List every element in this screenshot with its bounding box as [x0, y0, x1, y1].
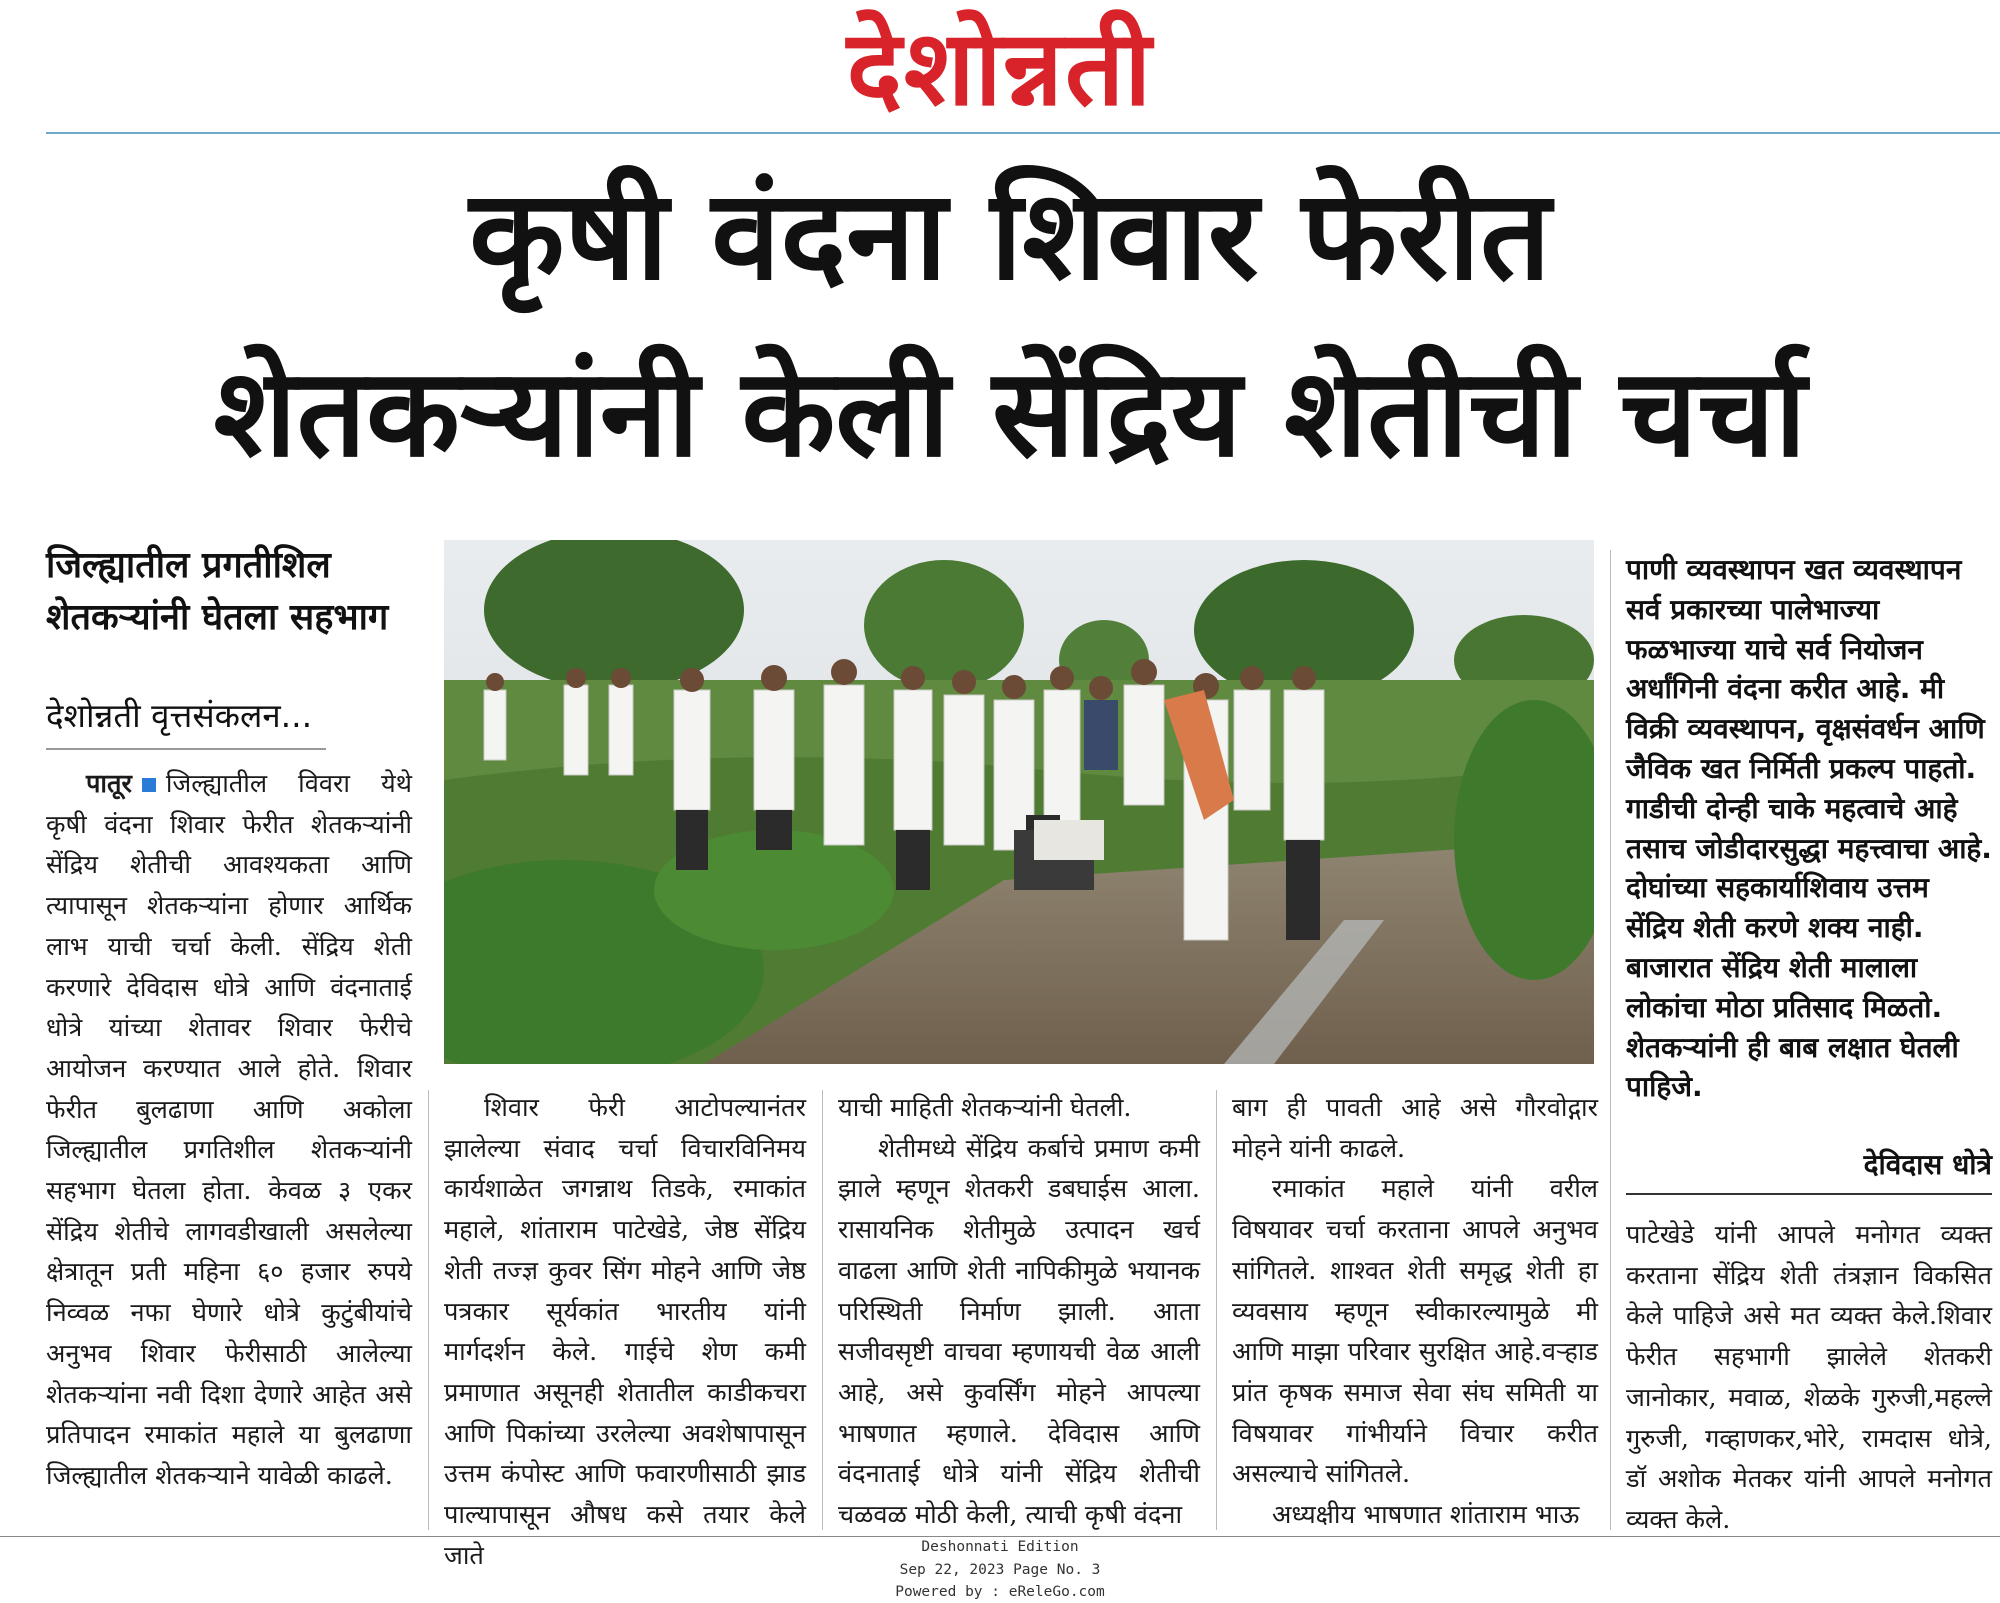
byline: देशोन्नती वृत्तसंकलन... [46, 696, 313, 735]
column-divider [1610, 550, 1611, 1530]
article-column-4 [1232, 1087, 1598, 1535]
column-2-text: शिवार फेरी आटोपल्यानंतर झालेल्या संवाद चर्चा विचारविनिमय कार्यशाळेत जगन्नाथ तिडके, रमाकांत महाले, शांताराम पाटेखेडे, जेष्ठ सेंद्रिय शेती तज्ज्ञ कुवर सिंग मोहने आणि जेष्ठ पत्रकार सूर्यकांत भारतीय यांनी मार्गदर्शन केले. गाईचे शेण कमी प्रमाणात असूनही शेतातील काडीकचरा आणि पिकांच्या उरलेल्या अवशेषापासून उत्तम कंपोस्ट आणि फवारणीसाठी झाड पाल्यापासून औषध कसे तयार केले जाते [444, 1092, 806, 1570]
article-column-5 [1626, 1214, 1992, 1540]
column-5-text: पाटेखेडे यांनी आपले मनोगत व्यक्त करताना सेंद्रिय शेती तंत्रज्ञान विकसित केले पाहिजे असे मत व्यक्त केले.शिवार फेरीत सहभागी झालेले शेतकरी जानोकार, मवाळ, शेळके गुरुजी,महल्ले गुरुजी, गव्हाणकर,भोरे, रामदास धोत्रे, डॉ अशोक मेतकर यांनी आपले मनोगत व्यक्त केले. [1626, 1219, 1992, 1534]
pull-quote-divider [1626, 1193, 1992, 1195]
footer-edition: Deshonnati Edition [921, 1539, 1079, 1555]
article-column-3 [838, 1087, 1200, 1535]
headline-line-1: कृषी वंदना शिवार फेरीत [469, 164, 1551, 308]
footer-powered-by[interactable]: Powered by : eReleGo.com [895, 1584, 1105, 1600]
farm-visit-photo-illustration [444, 540, 1594, 1064]
newspaper-masthead: देशोन्नती [846, 7, 1154, 129]
footer-date-page: Sep 22, 2023 Page No. 3 [899, 1562, 1101, 1578]
article-column-2 [444, 1087, 806, 1575]
subheadline [46, 540, 426, 644]
headline-line-2: शेतकऱ्यांनी केली सेंद्रिय शेतीची चर्चा [213, 342, 1807, 484]
masthead-divider [46, 132, 2000, 134]
column-divider [428, 1090, 429, 1530]
column-3-para-1: याची माहिती शेतकऱ्यांनी घेतली. [838, 1092, 1132, 1122]
column-4-para-3: अध्यक्षीय भाषणात शांताराम भाऊ [1272, 1499, 1580, 1530]
column-4-para-1: बाग ही पावती आहे असे गौरवोद्गार मोहने यांनी काढले. [1232, 1092, 1598, 1163]
footer-divider [0, 1536, 2000, 1537]
subheadline-line-1: जिल्ह्यातील प्रगतीशिल [46, 545, 331, 586]
dateline-bullet-icon [142, 778, 156, 792]
column-1-text: जिल्ह्यातील विवरा येथे कृषी वंदना शिवार फेरीत शेतकऱ्यांनी सेंद्रिय शेतीची आवश्यकता आणि त्यापासून शेतकऱ्यांना होणार आर्थिक लाभ याची चर्चा केली. सेंद्रिय शेती करणारे देविदास धोत्रे आणि वंदनाताई धोत्रे यांच्या शेतावर शिवार फेरीचे आयोजन करण्यात आले होते. शिवार फेरीत बुलढाणा आणि अकोला जिल्ह्यातील प्रगतिशील शेतकऱ्यांनी सहभाग घेतला होता. केवळ ३ एकर सेंद्रिय शेतीचे लागवडीखाली असलेल्या क्षेत्रातून प्रती महिना ६० हजार रुपये निव्वळ नफा घेणारे धोत्रे कुटुंबीयांचे अनुभव शिवार फेरीसाठी आलेल्या शेतकऱ्यांना नवी दिशा देणारे आहेत असे प्रतिपादन रमाकांत महाले या बुलढाणा जिल्ह्यातील शेतकऱ्याने यावेळी काढले. [46, 768, 412, 1490]
pull-quote-author: देविदास धोत्रे [1863, 1148, 1992, 1181]
byline-divider [46, 748, 326, 750]
column-3-para-2: शेतीमध्ये सेंद्रिय कर्बाचे प्रमाण कमी झाले म्हणून शेतकरी डबघाईस आला. रासायनिक शेतीमुळे उत्पादन खर्च वाढला आणि शेती नापिकीमुळे भयानक परिस्थिती निर्माण झाली. आता सजीवसृष्टी वाचवा म्हणायची वेळ आली आहे, असे कुवर्सिंग मोहने आपल्या भाषणात म्हणाले. देविदास आणि वंदनाताई धोत्रे यांनी सेंद्रिय शेतीची चळवळ मोठी केली, त्याची कृषी वंदना [838, 1132, 1200, 1530]
subheadline-line-2: शेतकऱ्यांनी घेतला सहभाग [46, 597, 389, 639]
pull-quote [1626, 550, 1992, 1107]
column-4-para-2: रमाकांत महाले यांनी वरील विषयावर चर्चा करताना आपले अनुभव सांगितले. शाश्वत शेती समृद्ध शेती हा व्यवसाय म्हणून स्वीकारल्यामुळे मी आणि माझा परिवार सुरक्षित आहे.वऱ्हाड प्रांत कृषक समाज सेवा संघ समिती या विषयावर गांभीर्याने विचार करीत असल्याचे सांगितले. [1232, 1173, 1598, 1489]
dateline: पातूर [86, 768, 132, 798]
column-divider [822, 1090, 823, 1530]
article-column-1 [46, 763, 412, 1496]
article-photo [444, 540, 1594, 1064]
pull-quote-text: पाणी व्यवस्थापन खत व्यवस्थापन सर्व प्रकारच्या पालेभाज्या फळभाज्या याचे सर्व नियोजन अर्धांगिनी वंदना करीत आहे. मी विक्री व्यवस्थापन, वृक्षसंवर्धन आणि जैविक खत निर्मिती प्रकल्प पाहतो. गाडीची दोन्ही चाके महत्वाचे आहे तसाच जोडीदारसुद्धा महत्त्वाचा आहे. दोघांच्या सहकार्याशिवाय उत्तम सेंद्रिय शेती करणे शक्य नाही. बाजारात सेंद्रिय शेती मालाला लोकांचा मोठा प्रतिसाद मिळतो. शेतकऱ्यांनी ही बाब लक्षात घेतली पाहिजे. [1626, 553, 1992, 1104]
column-divider [1216, 1090, 1217, 1530]
